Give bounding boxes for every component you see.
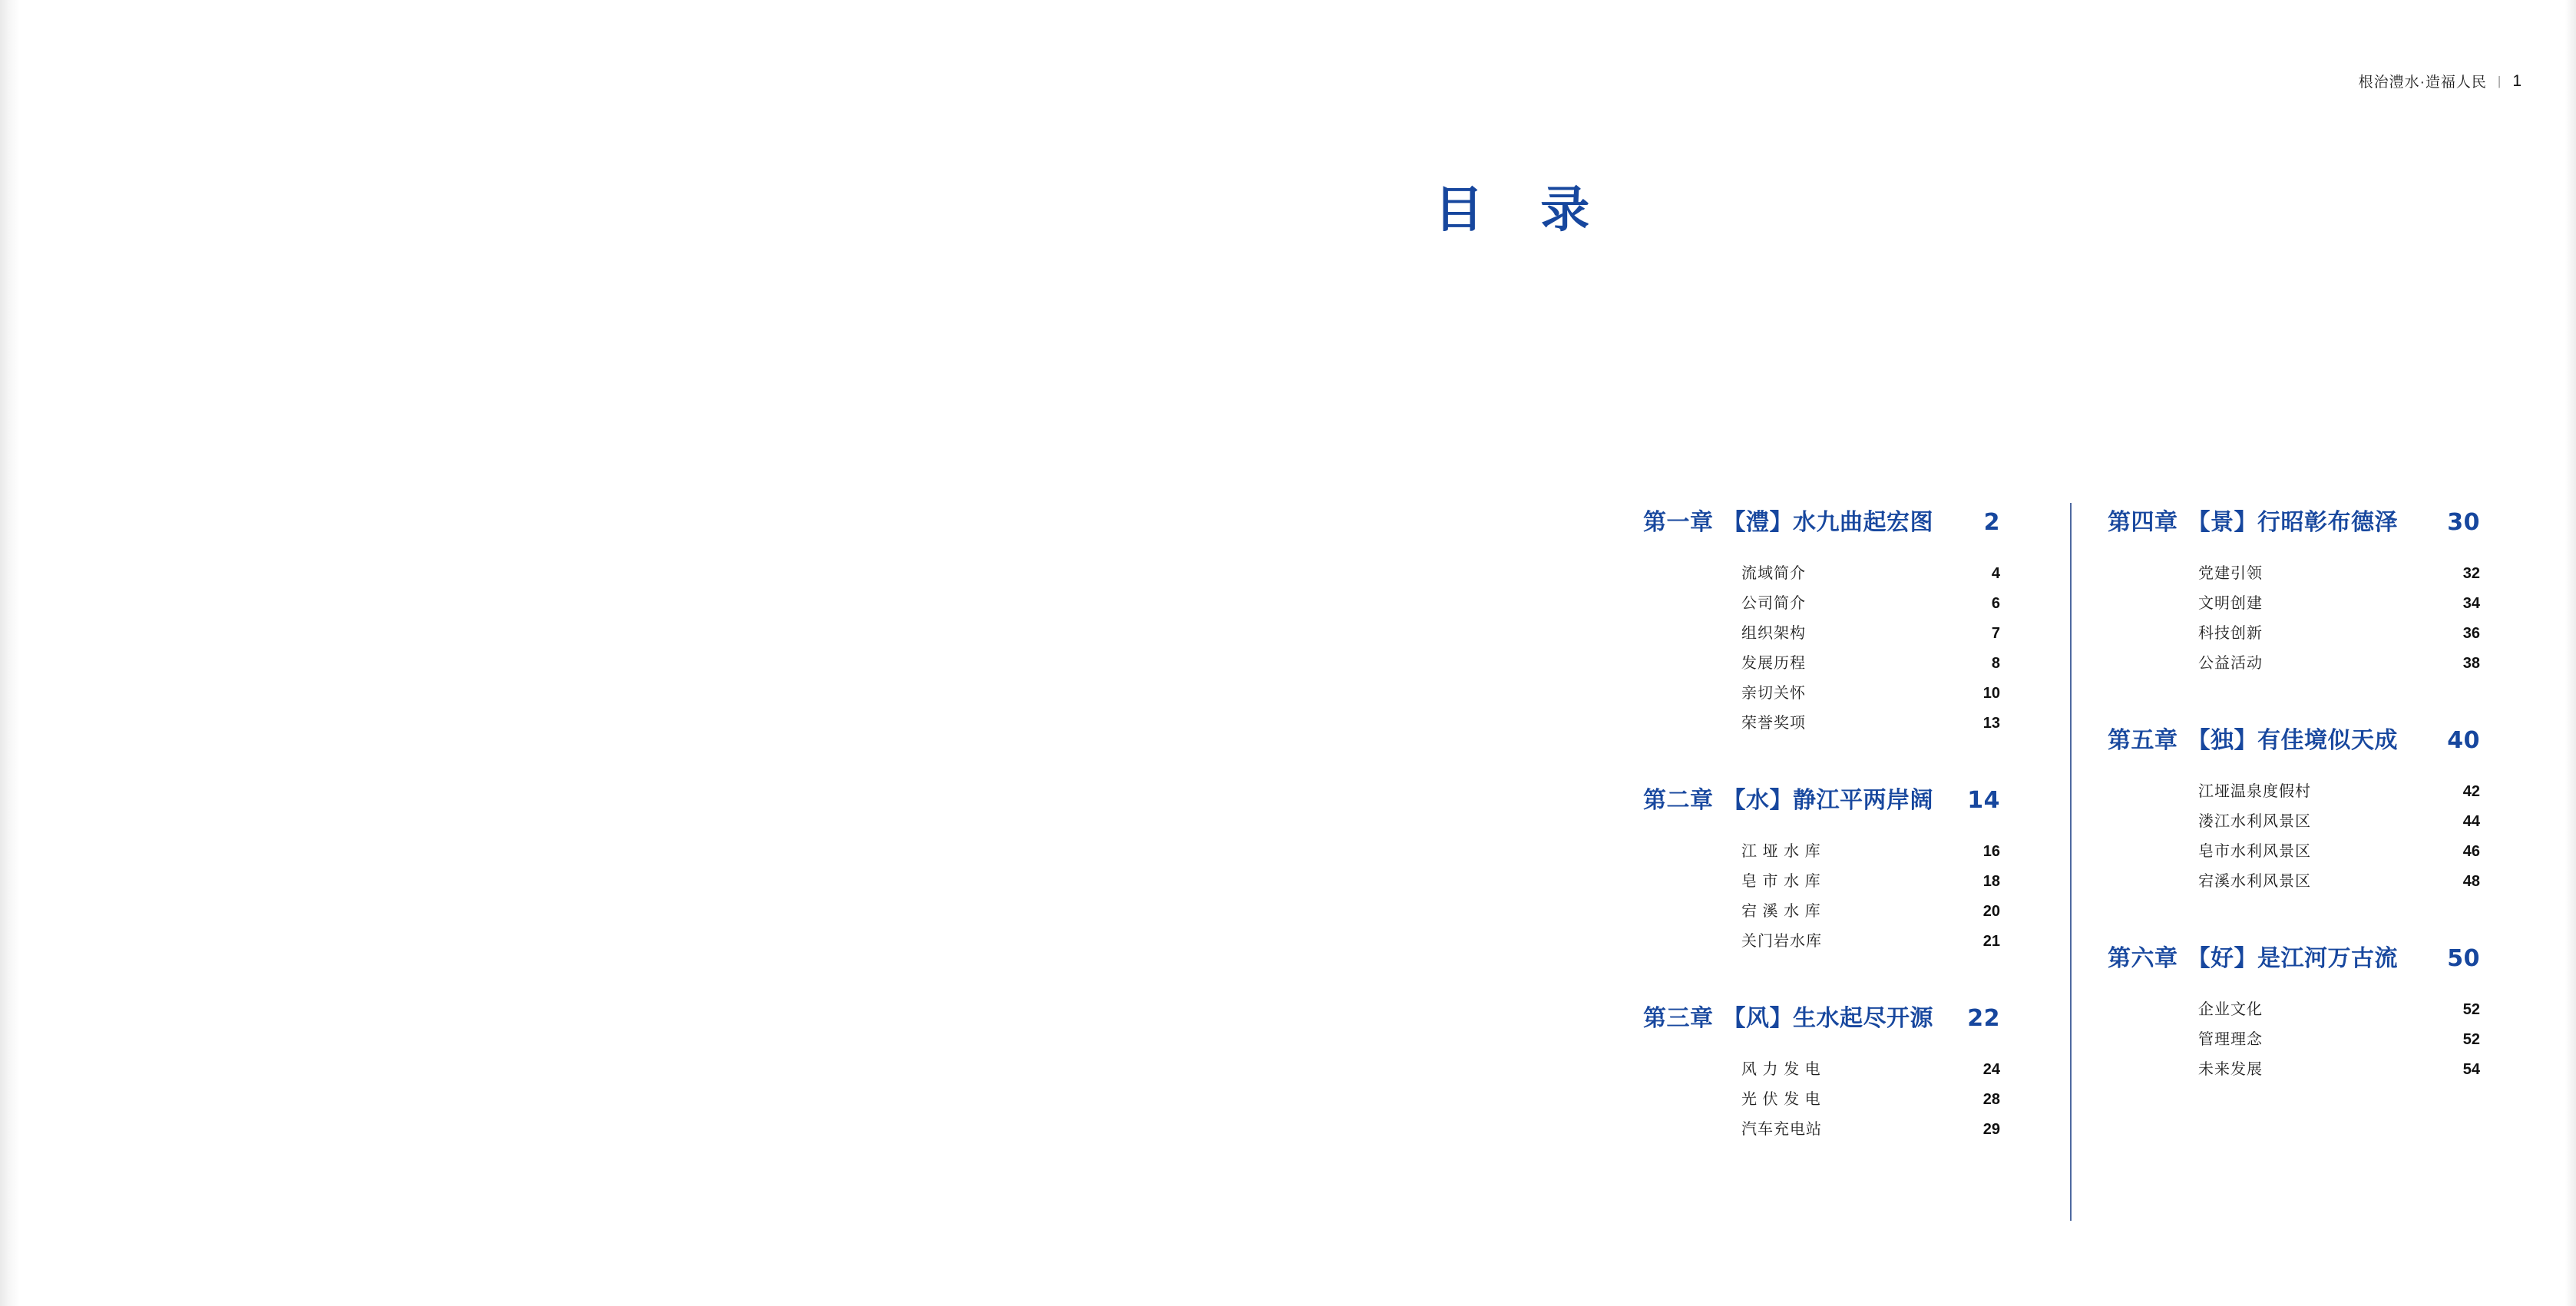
page-title: 目 录 <box>1434 182 1610 239</box>
chapter-page: 30 <box>2447 509 2480 536</box>
chapter-label: 第二章 <box>1643 787 1714 814</box>
chapter-label: 第三章 <box>1643 1005 1714 1032</box>
entry-title: 公司简介 <box>1741 595 1806 612</box>
entry-title: 宕溪水利风景区 <box>2198 873 2311 890</box>
entry-title: 江垭温泉度假村 <box>2198 783 2311 800</box>
entry-title: 汽车充电站 <box>1741 1121 1822 1138</box>
chapter-block <box>1643 999 2039 1142</box>
entry-title: 流域简介 <box>1741 565 1806 582</box>
chapter-title: 【好】是江河万古流 <box>2187 945 2398 972</box>
chapter-entries <box>1643 835 2039 954</box>
chapter-block <box>1643 781 2039 954</box>
toc-entry[interactable] <box>1643 1083 2000 1113</box>
chapter-title: 【独】有佳境似天成 <box>2187 727 2398 754</box>
entry-page: 54 <box>2462 1061 2480 1078</box>
running-header <box>2359 71 2522 91</box>
entry-title: 企业文化 <box>2198 1001 2263 1018</box>
entry-page: 46 <box>2462 843 2480 860</box>
toc-column-right <box>2062 503 2503 1142</box>
entry-page: 10 <box>1982 685 2000 702</box>
running-header-text: 根治澧水·造福人民 <box>2358 74 2487 91</box>
chapter-label: 第一章 <box>1643 509 1714 536</box>
chapter-label: 第六章 <box>2108 945 2178 972</box>
toc-column-left <box>1643 503 2062 1142</box>
toc-entry[interactable] <box>2108 617 2480 646</box>
toc-entry[interactable] <box>2108 993 2480 1023</box>
chapter-heading[interactable] <box>1643 503 2000 537</box>
entry-page: 36 <box>2462 625 2480 642</box>
entry-title: 组织架构 <box>1741 625 1806 642</box>
toc-entry[interactable] <box>1643 865 2000 894</box>
toc-entry[interactable] <box>1643 646 2000 676</box>
chapter-block <box>1643 503 2039 736</box>
entry-title: 光 伏 发 电 <box>1741 1091 1821 1108</box>
toc-entry[interactable] <box>2108 1053 2480 1083</box>
entry-page: 21 <box>1982 933 2000 950</box>
chapter-heading[interactable] <box>2108 503 2480 537</box>
entry-page: 38 <box>2462 655 2480 672</box>
entry-title: 文明创建 <box>2198 595 2263 612</box>
toc-entry[interactable] <box>1643 924 2000 954</box>
entry-page: 48 <box>2462 873 2480 890</box>
entry-page: 16 <box>1982 843 2000 860</box>
entry-title: 宕 溪 水 库 <box>1741 903 1821 920</box>
chapter-page: 14 <box>1967 787 2000 814</box>
chapter-entries <box>1643 1053 2039 1142</box>
entry-title: 公益活动 <box>2198 655 2263 672</box>
entry-page: 13 <box>1982 715 2000 732</box>
entry-title: 风 力 发 电 <box>1741 1061 1821 1078</box>
entry-page: 18 <box>1982 873 2000 890</box>
chapter-page: 22 <box>1967 1005 2000 1032</box>
entry-title: 皂 市 水 库 <box>1741 873 1821 890</box>
toc-entry[interactable] <box>1643 587 2000 617</box>
entry-title: 溇江水利风景区 <box>2198 813 2311 830</box>
page-number: 1 <box>2512 71 2522 90</box>
toc-entry[interactable] <box>1643 706 2000 736</box>
toc-entry[interactable] <box>1643 1053 2000 1083</box>
entry-title: 未来发展 <box>2198 1061 2263 1078</box>
chapter-title: 【风】生水起尽开源 <box>1722 1005 1933 1032</box>
chapter-title: 【水】静江平两岸阔 <box>1722 787 1933 814</box>
page-edge-shading <box>2565 0 2576 1306</box>
toc-entry[interactable] <box>2108 805 2480 835</box>
toc-entry[interactable] <box>2108 1023 2480 1053</box>
entry-page: 42 <box>2462 783 2480 800</box>
toc-entry[interactable] <box>2108 557 2480 587</box>
chapter-heading[interactable] <box>2108 721 2480 755</box>
chapter-page: 50 <box>2447 945 2480 972</box>
toc-entry[interactable] <box>1643 557 2000 587</box>
entry-page: 6 <box>1991 595 2000 612</box>
chapter-title: 【景】行昭彰布德泽 <box>2187 509 2398 536</box>
entry-title: 党建引领 <box>2198 565 2263 582</box>
toc-columns <box>1643 503 2503 1142</box>
entry-page: 32 <box>2462 565 2480 582</box>
entry-title: 管理理念 <box>2198 1031 2263 1048</box>
chapter-block <box>2108 503 2503 676</box>
chapter-heading[interactable] <box>1643 781 2000 815</box>
toc-entry[interactable] <box>2108 775 2480 805</box>
entry-title: 江 垭 水 库 <box>1741 843 1821 860</box>
entry-page: 52 <box>2462 1001 2480 1018</box>
entry-page: 52 <box>2462 1031 2480 1048</box>
entry-page: 44 <box>2462 813 2480 830</box>
chapter-heading[interactable] <box>1643 999 2000 1033</box>
toc-entry[interactable] <box>1643 676 2000 706</box>
entry-title: 荣誉奖项 <box>1741 715 1806 732</box>
chapter-entries <box>1643 557 2039 736</box>
entry-title: 科技创新 <box>2198 625 2263 642</box>
chapter-heading[interactable] <box>2108 939 2480 973</box>
toc-entry[interactable] <box>2108 835 2480 865</box>
entry-page: 24 <box>1982 1061 2000 1078</box>
toc-entry[interactable] <box>2108 865 2480 894</box>
chapter-entries <box>2108 775 2503 894</box>
chapter-label: 第四章 <box>2108 509 2178 536</box>
entry-page: 7 <box>1991 625 2000 642</box>
chapter-page: 2 <box>1983 509 2000 536</box>
toc-entry[interactable] <box>2108 646 2480 676</box>
entry-title: 关门岩水库 <box>1741 933 1822 950</box>
toc-entry[interactable] <box>1643 1113 2000 1142</box>
chapter-page: 40 <box>2447 727 2480 754</box>
entry-page: 4 <box>1991 565 2000 582</box>
toc-entry[interactable] <box>2108 587 2480 617</box>
entry-title: 发展历程 <box>1741 655 1806 672</box>
page-gutter-shading <box>0 0 20 1306</box>
running-header-separator: | <box>2497 73 2502 88</box>
entry-page: 28 <box>1982 1091 2000 1108</box>
entry-page: 20 <box>1982 903 2000 920</box>
toc-entry[interactable] <box>1643 617 2000 646</box>
entry-title: 亲切关怀 <box>1741 685 1806 702</box>
chapter-title: 【澧】水九曲起宏图 <box>1722 509 1933 536</box>
entry-page: 34 <box>2462 595 2480 612</box>
chapter-entries <box>2108 557 2503 676</box>
entry-page: 8 <box>1991 655 2000 672</box>
chapter-label: 第五章 <box>2108 727 2178 754</box>
entry-page: 29 <box>1982 1121 2000 1138</box>
chapter-block <box>2108 721 2503 894</box>
toc-entry[interactable] <box>1643 894 2000 924</box>
toc-entry[interactable] <box>1643 835 2000 865</box>
chapter-block <box>2108 939 2503 1083</box>
entry-title: 皂市水利风景区 <box>2198 843 2311 860</box>
chapter-entries <box>2108 993 2503 1083</box>
